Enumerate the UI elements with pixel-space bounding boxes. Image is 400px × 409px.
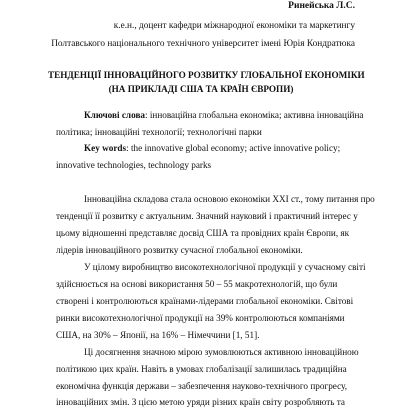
keywords-en-line2: innovative technologies, technology parks <box>56 160 212 170</box>
paragraph2-line1: У цілому виробництво високотехнологічної продукції у сучасному світі <box>84 262 366 272</box>
paragraph1-line2: тенденції її розвитку є актуальним. Значний науковий і практичний інтерес у <box>56 211 358 221</box>
keywords-ua-line2: політика; інноваційні технології; технологічні парки <box>56 127 262 137</box>
author-name: Ринейська Л.С. <box>288 1 355 11</box>
paragraph3-line2: політикою цих країн. Навіть в умовах глобалізації залишилась традиційна <box>56 364 347 374</box>
keywords-ua-label: Ключові слова <box>84 110 145 120</box>
keywords-en-line1 <box>56 142 356 155</box>
keywords-en-text1: : the innovative global economy; active innovative policy; <box>126 143 341 153</box>
paragraph2-line4: ринки високотехнологічної продукції на 39% контролюються компаніями <box>56 313 345 323</box>
paragraph2-line3: створені і контролюються країнами-лідерами глобальної економіки. Світові <box>56 296 354 306</box>
author-affiliation-line2: Полтавського національного технічного університет імені Юрія Кондратюка <box>51 39 355 49</box>
paragraph2-line5: США, на 30% – Японії, на 16% – Німеччини [1, 51]. <box>56 330 260 340</box>
paragraph2-line2: здійснюється на основі використання 50 – 55 макротехнологій, що були <box>56 279 338 289</box>
paragraph3-line3: економічна функція держави – забезпечення науково-технічного прогресу, <box>56 381 348 391</box>
paragraph3-line1: Ці досягнення значною мірою зумовлюються активною інноваційною <box>84 347 359 357</box>
paper-title-line2: (НА ПРИКЛАДІ США ТА КРАЇН ЄВРОПИ) <box>108 84 294 94</box>
keywords-ua-text1: : інноваційна глобальна економіка; активна інноваційна <box>145 110 364 120</box>
paragraph3-line4: інноваційних змін. З цією метою уряди різних країн світу розробляють та <box>56 397 345 407</box>
paragraph1-line3: цьому відношенні представляє досвід США та провідних країн Європи, як <box>56 228 350 238</box>
author-affiliation-line1: к.е.н., доцент кафедри міжнародної економіки та маркетингу <box>113 21 355 31</box>
paper-title-line1: ТЕНДЕНЦІЇ ІННОВАЦІЙНОГО РОЗВИТКУ ГЛОБАЛЬНОЇ ЕКОНОМІКИ <box>48 70 365 80</box>
keywords-ua-line1 <box>56 109 364 122</box>
paragraph1-line4: лідерів інноваційного розвитку сучасної глобальної економіки. <box>56 245 303 255</box>
keywords-en-label: Key words <box>84 143 127 153</box>
paragraph1-line1: Інноваційна складова стала основою економіки ХХІ ст., тому питання про <box>84 194 375 204</box>
